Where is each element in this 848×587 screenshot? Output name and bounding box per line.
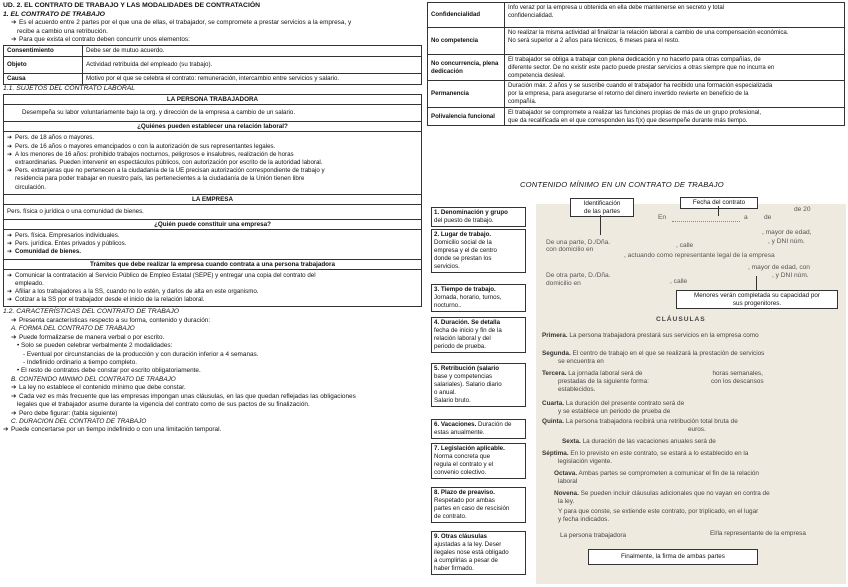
callout-line	[718, 206, 719, 216]
photo-clause: Cuarta. La duración del presente contrato será de	[542, 400, 685, 407]
callout-menores: Menores verán completada su capacidad por sus progenitores.	[676, 290, 838, 309]
arrow-icon: ➔	[7, 296, 13, 304]
photo-text: De una parte, D./Dña.	[546, 239, 611, 246]
clausulas-heading: CLÁUSULAS	[656, 316, 706, 323]
s12-line: legales que el trabajador asume durante la vigencia del contrato como de sus pactos de su finalización.	[17, 401, 310, 409]
photo-clause: Novena. Se pueden incluir cláusulas adicionales que no vayan en contra de	[554, 490, 770, 497]
arrow-icon: ➔	[3, 426, 9, 434]
photo-clause: Tercera. La jornada laboral será de horas semanales,	[542, 370, 763, 377]
list-item: ➔ Pers. física. Empresarios individuales.	[7, 232, 120, 240]
table-row	[4, 46, 422, 57]
photo-text: , calle	[670, 278, 688, 285]
photo-text: de 20	[794, 206, 811, 213]
s12-line: ➔ Puede concertarse por un tiempo indefinido o con una limitación temporal.	[3, 426, 222, 434]
photo-text: domicilio en	[546, 280, 581, 287]
photo-clause: y fecha indicados.	[558, 516, 610, 523]
arrow-icon: ➔	[7, 240, 13, 248]
photo-clause: Séptima. En lo previsto en este contrato, se estará a lo establecido en la	[542, 450, 749, 457]
s12-line: ➔ Pero debe figurar: (tabla siguiente)	[11, 409, 118, 417]
callout-fecha: Fecha del contrato	[680, 197, 758, 209]
photo-clause: Primera. La persona trabajadora prestará sus servicios en la empresa como	[542, 332, 759, 339]
clause-value: Duración máx. 2 años y se suscribe cuando el trabajador ha recibido una formación especializada por la empresa, para asegurarse el retorno del dinero invertido revierte en beneficio de la compañía.	[505, 81, 845, 107]
element-key: Consentimiento	[4, 46, 83, 57]
list-item: 6. Vacaciones. Duración de estas anualmente.	[431, 419, 526, 439]
empresa-box	[3, 195, 422, 308]
photo-text: De otra parte, D./Dña.	[546, 272, 611, 279]
list-item: 5. Retribución (salario base y competencias salariales). Salario diario o anual. Salario bruto.	[431, 363, 526, 407]
clause-value: El trabajador se compromete a realizar las funciones propias de más de un grupo profesional, que da recalificada en el que corresponden las f(x) que desempeñe durante más tiempo.	[505, 107, 845, 126]
clause-key: Polivalencia funcional	[428, 107, 505, 126]
photo-text: , actuando como representante legal de la empresa	[624, 252, 775, 259]
s12-line: ➔ Cada vez es más frecuente que las empresas impongan unas cláusulas, en las que quedan reflejadas las obligaciones	[11, 392, 356, 400]
clause-value: No realizar la misma actividad al finalizar la relación laboral a cambio de una compensación económica. No será superior a 2 años para técnicos, 6 meses para el resto.	[505, 28, 845, 55]
arrow-icon: ➔	[7, 134, 13, 142]
list-item: 2. Lugar de trabajo. Domicilio social de la empresa y el de centro donde se prestan los servicios.	[431, 229, 526, 273]
tramites-list	[4, 270, 421, 307]
arrow-icon: ➔	[7, 167, 13, 175]
s12-heading-c: C. DURACIÓN DEL CONTRATO DE TRABAJO	[11, 417, 147, 425]
arrow-icon: ➔	[11, 317, 17, 325]
clause-key: Permanencia	[428, 81, 505, 107]
photo-text: , mayor de edad, con	[748, 264, 810, 271]
quien-empresa-heading: ¿Quién puede constituir una empresa?	[4, 219, 421, 230]
list-item: ➔ Pers. extranjeras que no pertenecen a la ciudadanía de la UE precisan autorización correspondiente de trabajo y	[7, 167, 325, 175]
list-item: extraordinarias. Pueden intervenir en espectáculos públicos, con autorización por escrito de la autoridad laboral.	[15, 159, 323, 166]
photo-clause: Octava. Ambas partes se comprometen a comunicar el fin de la relación	[554, 470, 759, 477]
arrow-icon: ➔	[11, 392, 17, 400]
s1-line-0: ➔ Es el acuerdo entre 2 partes por el que una de ellas, el trabajador, se compromete a prestar servicios a la empresa, y	[11, 19, 352, 27]
element-value: Actividad retribuida del empleado (su trabajo).	[83, 57, 422, 74]
arrow-icon: ➔	[7, 232, 13, 240]
s12-line: ➔ Presenta características respecto a su forma, contenido y duración:	[11, 317, 211, 325]
s12-line: ➔ La ley no establece el contenido mínimo que debe constar.	[11, 384, 186, 392]
photo-clause: Sexta. La duración de las vacaciones anuales será de	[562, 438, 716, 445]
left-column	[3, 2, 422, 435]
s12-line: ➔ Puede formalizarse de manera verbal o por escrito.	[11, 333, 165, 341]
photo-signature: La persona trabajadora	[560, 532, 627, 539]
persona-box	[3, 94, 422, 195]
right-column	[427, 2, 845, 126]
table-row	[428, 3, 845, 28]
photo-clause: prestadas de la siguiente forma: con los descansos	[558, 378, 764, 385]
table-row	[428, 28, 845, 55]
element-key: Objeto	[4, 57, 83, 74]
section-1-2-title: 1.2. CARACTERÍSTICAS DEL CONTRATO DE TRABAJO	[3, 308, 179, 316]
arrow-icon: ➔	[11, 384, 17, 392]
photo-clause: y se establece un periodo de prueba de	[558, 408, 671, 415]
list-item: ➔ Pers. jurídica. Entes privados y públicos.	[7, 240, 127, 248]
photo-blank	[672, 221, 740, 222]
element-key: Causa	[4, 74, 83, 85]
callout-identificacion: Identificación de las partes	[570, 198, 634, 217]
clauses-table	[427, 2, 845, 126]
list-item: ➔ Comunidad de bienes.	[7, 248, 82, 256]
arrow-icon: ➔	[7, 288, 13, 296]
s12-line: • El resto de contratos debe constar por escrito obligatoriamente.	[17, 367, 201, 375]
list-item: ➔ A los menores de 16 años: prohibido trabajos nocturnos, peligrosos e insalubres, realización de horas	[7, 150, 294, 158]
contract-photo	[536, 204, 846, 584]
clause-key: Confidencialidad	[428, 3, 505, 28]
photo-text: , mayor de edad,	[762, 229, 812, 236]
list-item: ➔ Comunicar la contratación al Servicio Público de Empleo Estatal (SEPE) y entregar una copia del contrato del	[7, 271, 316, 279]
clause-key: No competencia	[428, 28, 505, 55]
quien-trabajador-heading: ¿Quiénes pueden establecer una relación laboral?	[4, 121, 421, 132]
list-item: 3. Tiempo de trabajo. Jornada, horario, turnos, nocturno..	[431, 284, 526, 312]
table-row	[428, 107, 845, 126]
clause-value: Info veraz por la empresa u obtenida en ella debe mantenerse en secreto y total confidencialidad.	[505, 3, 845, 28]
table-row	[4, 57, 422, 74]
list-item: 7. Legislación aplicable. Norma concreta que regula el contrato y el convenio colectivo.	[431, 443, 526, 479]
photo-text: , y DNI núm.	[768, 238, 805, 245]
s12-line: - Indefinido ordinario a tiempo completo.	[23, 359, 138, 367]
list-item: ➔ Pers. de 18 años o mayores.	[7, 134, 95, 142]
photo-signature: El/la representante de la empresa	[710, 530, 806, 537]
callout-firma: Finalmente, la firma de ambas partes	[588, 549, 758, 565]
element-value: Motivo por el que se celebra el contrato: remuneración, intercambio entre servicios y salario.	[83, 74, 422, 85]
table-row	[428, 81, 845, 107]
quien-empresa-list	[4, 230, 421, 259]
persona-heading: LA PERSONA TRABAJADORA	[4, 95, 421, 105]
photo-text: de	[764, 214, 772, 221]
photo-text: , calle	[676, 242, 694, 249]
photo-clause: Quinta. La persona trabajadora recibirá una retribución total bruta de	[542, 418, 738, 425]
s1-line-1: recibe a cambio una retribución.	[17, 27, 108, 35]
empresa-desc: Pers. física o jurídica o una comunidad de bienes.	[7, 207, 144, 215]
list-item: ➔ Cotizar a la SS por el trabajador desde el inicio de la relación laboral.	[7, 296, 205, 304]
empresa-heading: LA EMPRESA	[4, 195, 421, 205]
photo-clause: Y para que conste, se extiende este contrato, por triplicado, en el lugar	[558, 508, 759, 515]
arrow-icon: ➔	[7, 248, 13, 256]
photo-text: a	[744, 214, 748, 221]
list-item: 9. Otras cláusulas ajustadas a la ley. Deser ilegales nose está obligado a cumplirlas a pesar de haber firmado.	[431, 531, 526, 575]
table-row	[428, 55, 845, 81]
contenido-minimo-title: CONTENIDO MÍNIMO EN UN CONTRATO DE TRABAJO	[520, 180, 724, 189]
list-item: 8. Plazo de preaviso. Respetado por ambas partes en caso de rescisión de contrato.	[431, 487, 526, 523]
s12-line: - Eventual por circunstancias de la producción y con duración inferior a 4 semanas.	[23, 350, 259, 358]
quien-trabajador-list	[4, 132, 421, 193]
photo-clause: euros.	[688, 426, 706, 433]
element-value: Debe ser de mutuo acuerdo.	[83, 46, 422, 57]
arrow-icon: ➔	[11, 409, 17, 417]
arrow-icon: ➔	[7, 142, 13, 150]
photo-text: En	[658, 214, 667, 221]
photo-clause: laboral	[558, 478, 578, 485]
list-item: 4. Duración. Se detalla fecha de inicio y fin de la relación laboral y del periodo de prueba.	[431, 317, 526, 353]
section-1-1-title: 1.1. SUJETOS DEL CONTRATO LABORAL	[3, 84, 136, 92]
list-item: ➔ Pers. de 16 años o mayores emancipados o con la autorización de sus representantes legales.	[7, 142, 276, 150]
list-item: circulación.	[15, 183, 46, 191]
list-item: ➔ Afiliar a los trabajadores a la SS, cuando no lo estén, y darlos de alta en este organismo.	[7, 288, 259, 296]
photo-clause: legislación vigente.	[558, 458, 612, 465]
photo-clause: establecidos.	[558, 386, 596, 393]
arrow-icon: ➔	[11, 333, 17, 341]
arrow-icon: ➔	[11, 19, 17, 27]
elements-table	[3, 45, 422, 84]
arrow-icon: ➔	[7, 271, 13, 279]
list-item: residencia para poder trabajar en nuestro país, las pertenecientes a la ciudadanía de la Unión tienen libre	[15, 175, 305, 183]
photo-text: con domicilio en	[546, 246, 594, 253]
clause-key: No concurrencia, plena dedicación	[428, 55, 505, 81]
tramites-heading: Trámites que debe realizar la empresa cuando contrata a una persona trabajadora	[4, 259, 421, 270]
photo-text: , y DNI núm.	[772, 272, 809, 279]
list-item: empleado.	[15, 279, 44, 287]
arrow-icon: ➔	[7, 150, 13, 158]
callout-line	[756, 276, 757, 290]
table-row	[4, 74, 422, 85]
s12-line: • Solo se pueden celebrar verbalmente 2 modalidades:	[17, 342, 173, 350]
photo-clause: la ley.	[558, 498, 575, 505]
photo-clause: se encuentra en	[558, 358, 604, 365]
photo-clause: Segunda. El centro de trabajo en el que se realizará la prestación de servicios	[542, 350, 765, 357]
clause-value: El trabajador se obliga a trabajar con plena dedicación y no hacerlo para otras compañías, de diferente sector. De no existir este pacto puede prestar servicios a otras siempre que no incurra en competencia desleal.	[505, 55, 845, 81]
unit-title: UD. 2. EL CONTRATO DE TRABAJO Y LAS MODALIDADES DE CONTRATACIÓN	[3, 2, 261, 9]
list-item: 1. Denominación y grupo del puesto de trabajo.	[431, 207, 526, 227]
section-1-title: 1. EL CONTRATO DE TRABAJO	[3, 10, 105, 18]
s12-heading-b: B. CONTENIDO MÍNIMO DEL CONTRATO DE TRABAJO	[11, 375, 176, 383]
arrow-icon: ➔	[11, 36, 17, 43]
callout-line	[600, 215, 601, 235]
s12-heading-a: A. FORMA DEL CONTRATO DE TRABAJO	[11, 325, 135, 333]
persona-desc: Desempeña su labor voluntariamente bajo la org. y dirección de la empresa a cambio de un salario.	[22, 109, 296, 117]
s1-line-2: ➔ Para que exista el contrato deben concurrir unos elementos:	[11, 36, 190, 43]
